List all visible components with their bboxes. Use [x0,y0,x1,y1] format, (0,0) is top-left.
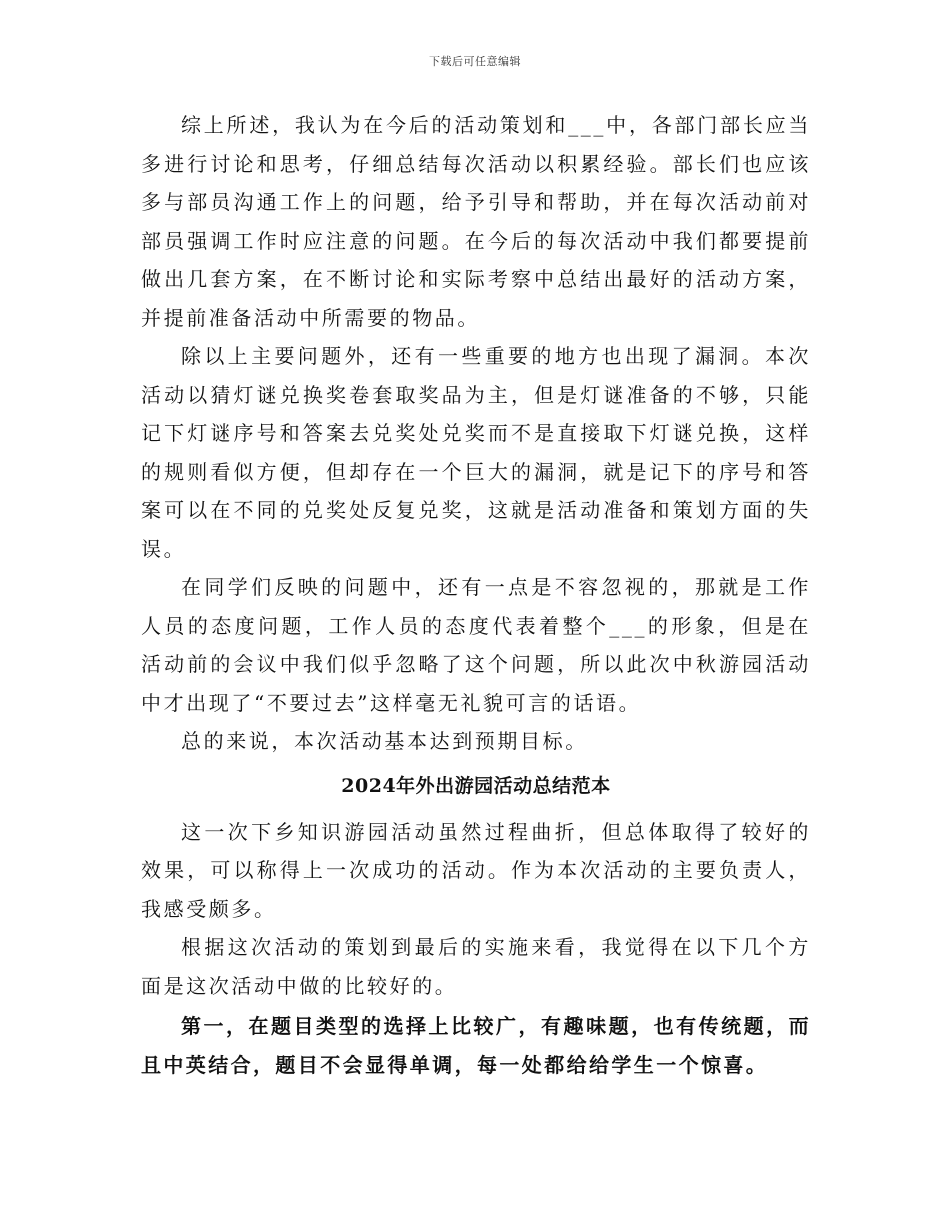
paragraph-conclusion: 总的来说，本次活动基本达到预期目标。 [181,729,588,753]
paragraph-good-aspects: 根据这次活动的策划到最后的实施来看，我觉得在以下几个方面是这次活动中做的比较好的。 [141,935,811,998]
paragraph-point-one: 第一，在题目类型的选择上比较广，有趣味题，也有传统题，而且中英结合，题目不会显得单调，每一处都给给学生一个惊喜。 [141,1014,811,1077]
paragraph-loophole: 除以上主要问题外，还有一些重要的地方也出现了漏洞。本次活动以猜灯谜兑换奖卷套取奖品为主，但是灯谜准备的不够，只能记下灯谜序号和答案去兑奖处兑奖而不是直接取下灯谜兑换，这样的规则看似方便，但却存在一个巨大的漏洞，就是记下的序号和答案可以在不同的兑奖处反复兑奖，这就是活动准备和策划方面的失误。 [141,344,811,561]
section-title: 2024年外出游园活动总结范本 [341,774,611,797]
document-body [141,106,811,1084]
paragraph-staff-attitude: 在同学们反映的问题中，还有一点是不容忽视的，那就是工作人员的态度问题，工作人员的态度代表着整个___的形象，但是在活动前的会议中我们似乎忽略了这个问题，所以此次中秋游园活动中才出现了“不要过去”这样毫无礼貌可言的话语。 [141,575,811,715]
paragraph-summary: 综上所述，我认为在今后的活动策划和___中，各部门部长应当多进行讨论和思考，仔细总结每次活动以积累经验。部长们也应该多与部员沟通工作上的问题，给予引导和帮助，并在每次活动前对部员强调工作时应注意的问题。在今后的每次活动中我们都要提前做出几套方案，在不断讨论和实际考察中总结出最好的活动方案，并提前准备活动中所需要的物品。 [141,113,811,330]
page-header: 下载后可任意编辑 [429,55,521,68]
paragraph-intro: 这一次下乡知识游园活动虽然过程曲折，但总体取得了较好的效果，可以称得上一次成功的活动。作为本次活动的主要负责人，我感受颇多。 [141,819,811,921]
